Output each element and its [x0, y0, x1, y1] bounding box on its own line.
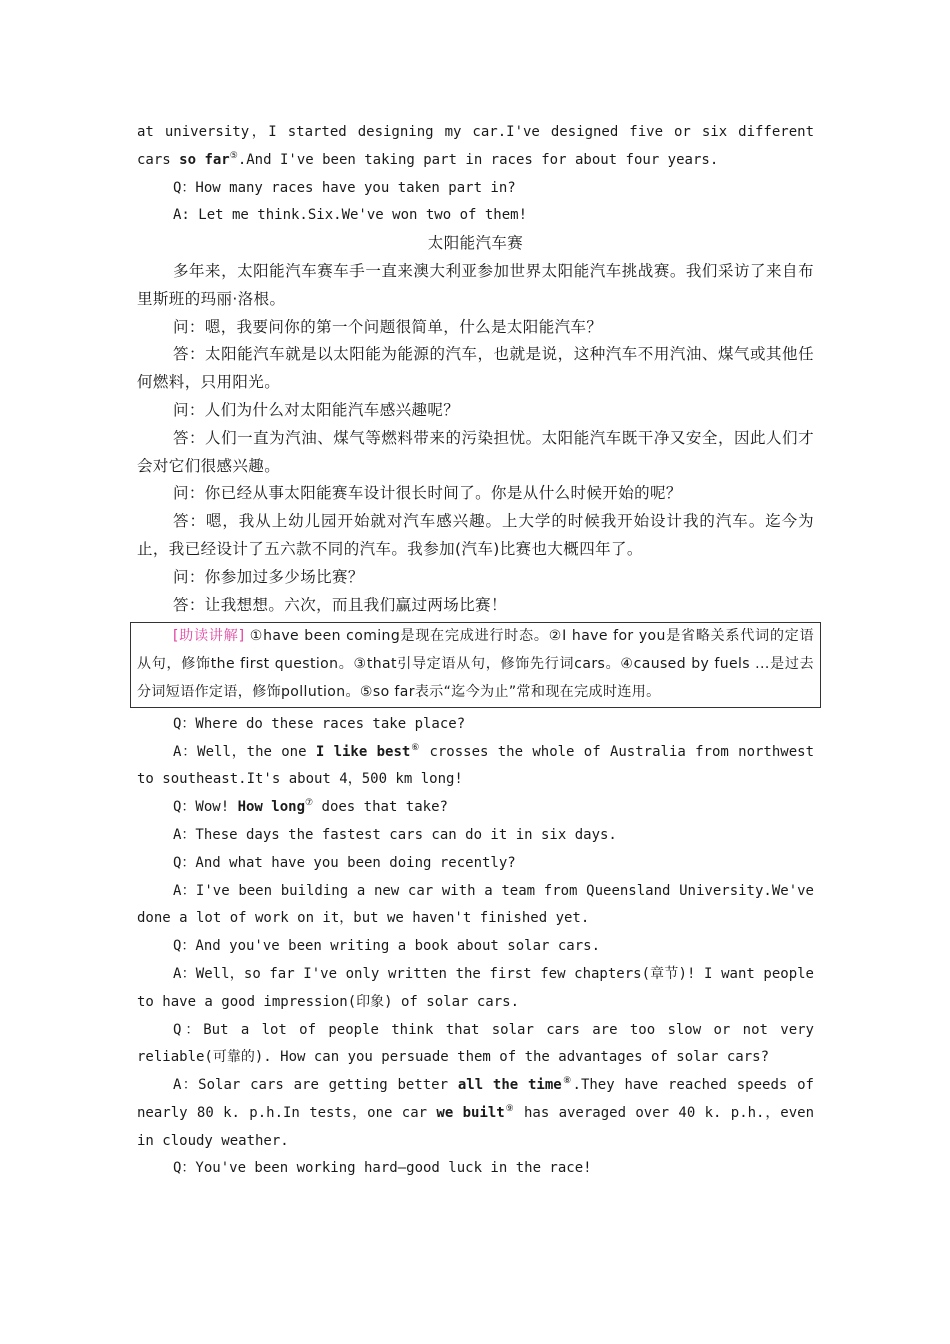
translation-q4: 问：你参加过多少场比赛？ — [173, 567, 364, 586]
answer-races: A: Let me think.Six.We've won two of them! — [173, 207, 528, 224]
question-how-long: Q：Wow! How long⑦ does that take? — [173, 798, 448, 816]
note-title: [助读讲解] — [173, 628, 245, 645]
answer-where: A：Well，the one I like best⑥ crosses the whole of Australia from northwest to southeast.It's about 4，500 km long! — [137, 742, 814, 788]
reading-note — [137, 623, 814, 706]
question-races: Q：How many races have you taken part in? — [173, 179, 516, 196]
footnote-marker: ⑦ — [305, 798, 314, 809]
document-page — [137, 119, 814, 1183]
phrase-how-long: How long — [237, 799, 306, 816]
phrase-we-built: we built — [436, 1104, 505, 1121]
reading-note-box — [130, 622, 821, 707]
footnote-marker: ⑥ — [410, 742, 421, 753]
text-line: at university，I started designing my car.I've designed five or six different — [137, 124, 814, 140]
question-recent: Q：And what have you been doing recently? — [173, 854, 516, 871]
footnote-marker: ⑤ — [229, 150, 238, 161]
translation-a3: 答：嗯，我从上幼儿园开始就对汽车感兴趣。上大学的时候我开始设计我的汽车。迄今为止，我已经设计了五六款不同的汽车。我参加(汽车)比赛也大概四年了。 — [137, 512, 814, 558]
note-body: ①have been coming是现在完成进行时态。②I have for you是省略关系代词的定语从句，修饰the first question。③that引导定语从句，修饰先行词cars。④caused by fuels ...是过去分词短语作定语，修饰pollution。⑤so far表示“迄今为止”常和现在完成时连用。 — [137, 628, 814, 700]
translation-a4: 答：让我想想。六次，而且我们赢过两场比赛！ — [173, 595, 507, 614]
answer-book: A：Well，so far I've only written the first few chapters(章节)! I want people to have a good impression(印象) of solar cars. — [137, 965, 814, 1010]
question-where: Q：Where do these races take place? — [173, 715, 466, 732]
translation-title: 太阳能汽车赛 — [427, 234, 524, 253]
question-luck: Q：You've been working hard—good luck in the race! — [173, 1160, 592, 1177]
answer-better: A：Solar cars are getting better all the time⑧.They have reached speeds of nearly 80 k. p.h.In tests，one car we built⑨ has averaged over 40 k. p.h.，even in cloudy weather. — [137, 1076, 815, 1149]
translation-q2: 问：人们为什么对太阳能汽车感兴趣呢？ — [173, 400, 460, 419]
translation-q1: 问：嗯，我要问你的第一个问题很简单，什么是太阳能汽车？ — [173, 317, 603, 336]
footnote-marker: ⑨ — [504, 1103, 515, 1114]
translation-q3: 问：你已经从事太阳能赛车设计很长时间了。你是从什么时候开始的呢？ — [173, 484, 682, 503]
phrase-all-the-time: all the time — [457, 1077, 562, 1094]
footnote-marker: ⑧ — [561, 1076, 573, 1087]
paragraph-continued: at university，I started designing my car.I've designed five or six different cars so far⑤.And I've been taking part in races for about four years. — [137, 124, 814, 168]
phrase-so-far: so far — [179, 151, 230, 168]
answer-recent: A：I've been building a new car with a team from Queensland University.We've done a lot of work on it，but we haven't finished yet. — [137, 882, 814, 927]
translation-a2: 答：人们一直为汽油、煤气等燃料带来的污染担忧。太阳能汽车既干净又安全，因此人们才会对它们很感兴趣。 — [137, 428, 814, 475]
answer-days: A：These days the fastest cars can do it in six days. — [173, 826, 617, 843]
translation-a1: 答：太阳能汽车就是以太阳能为能源的汽车，也就是说，这种汽车不用汽油、煤气或其他任何燃料，只用阳光。 — [137, 345, 814, 392]
question-book: Q：And you've been writing a book about solar cars. — [173, 938, 601, 955]
question-slow: Q：But a lot of people think that solar cars are too slow or not very reliable(可靠的). How can you persuade them of the advantages of solar cars? — [137, 1021, 814, 1066]
phrase-i-like-best: I like best — [315, 743, 411, 760]
translation-intro: 多年来，太阳能汽车赛车手一直来澳大利亚参加世界太阳能汽车挑战赛。我们采访了来自布里斯班的玛丽·洛根。 — [137, 261, 814, 308]
